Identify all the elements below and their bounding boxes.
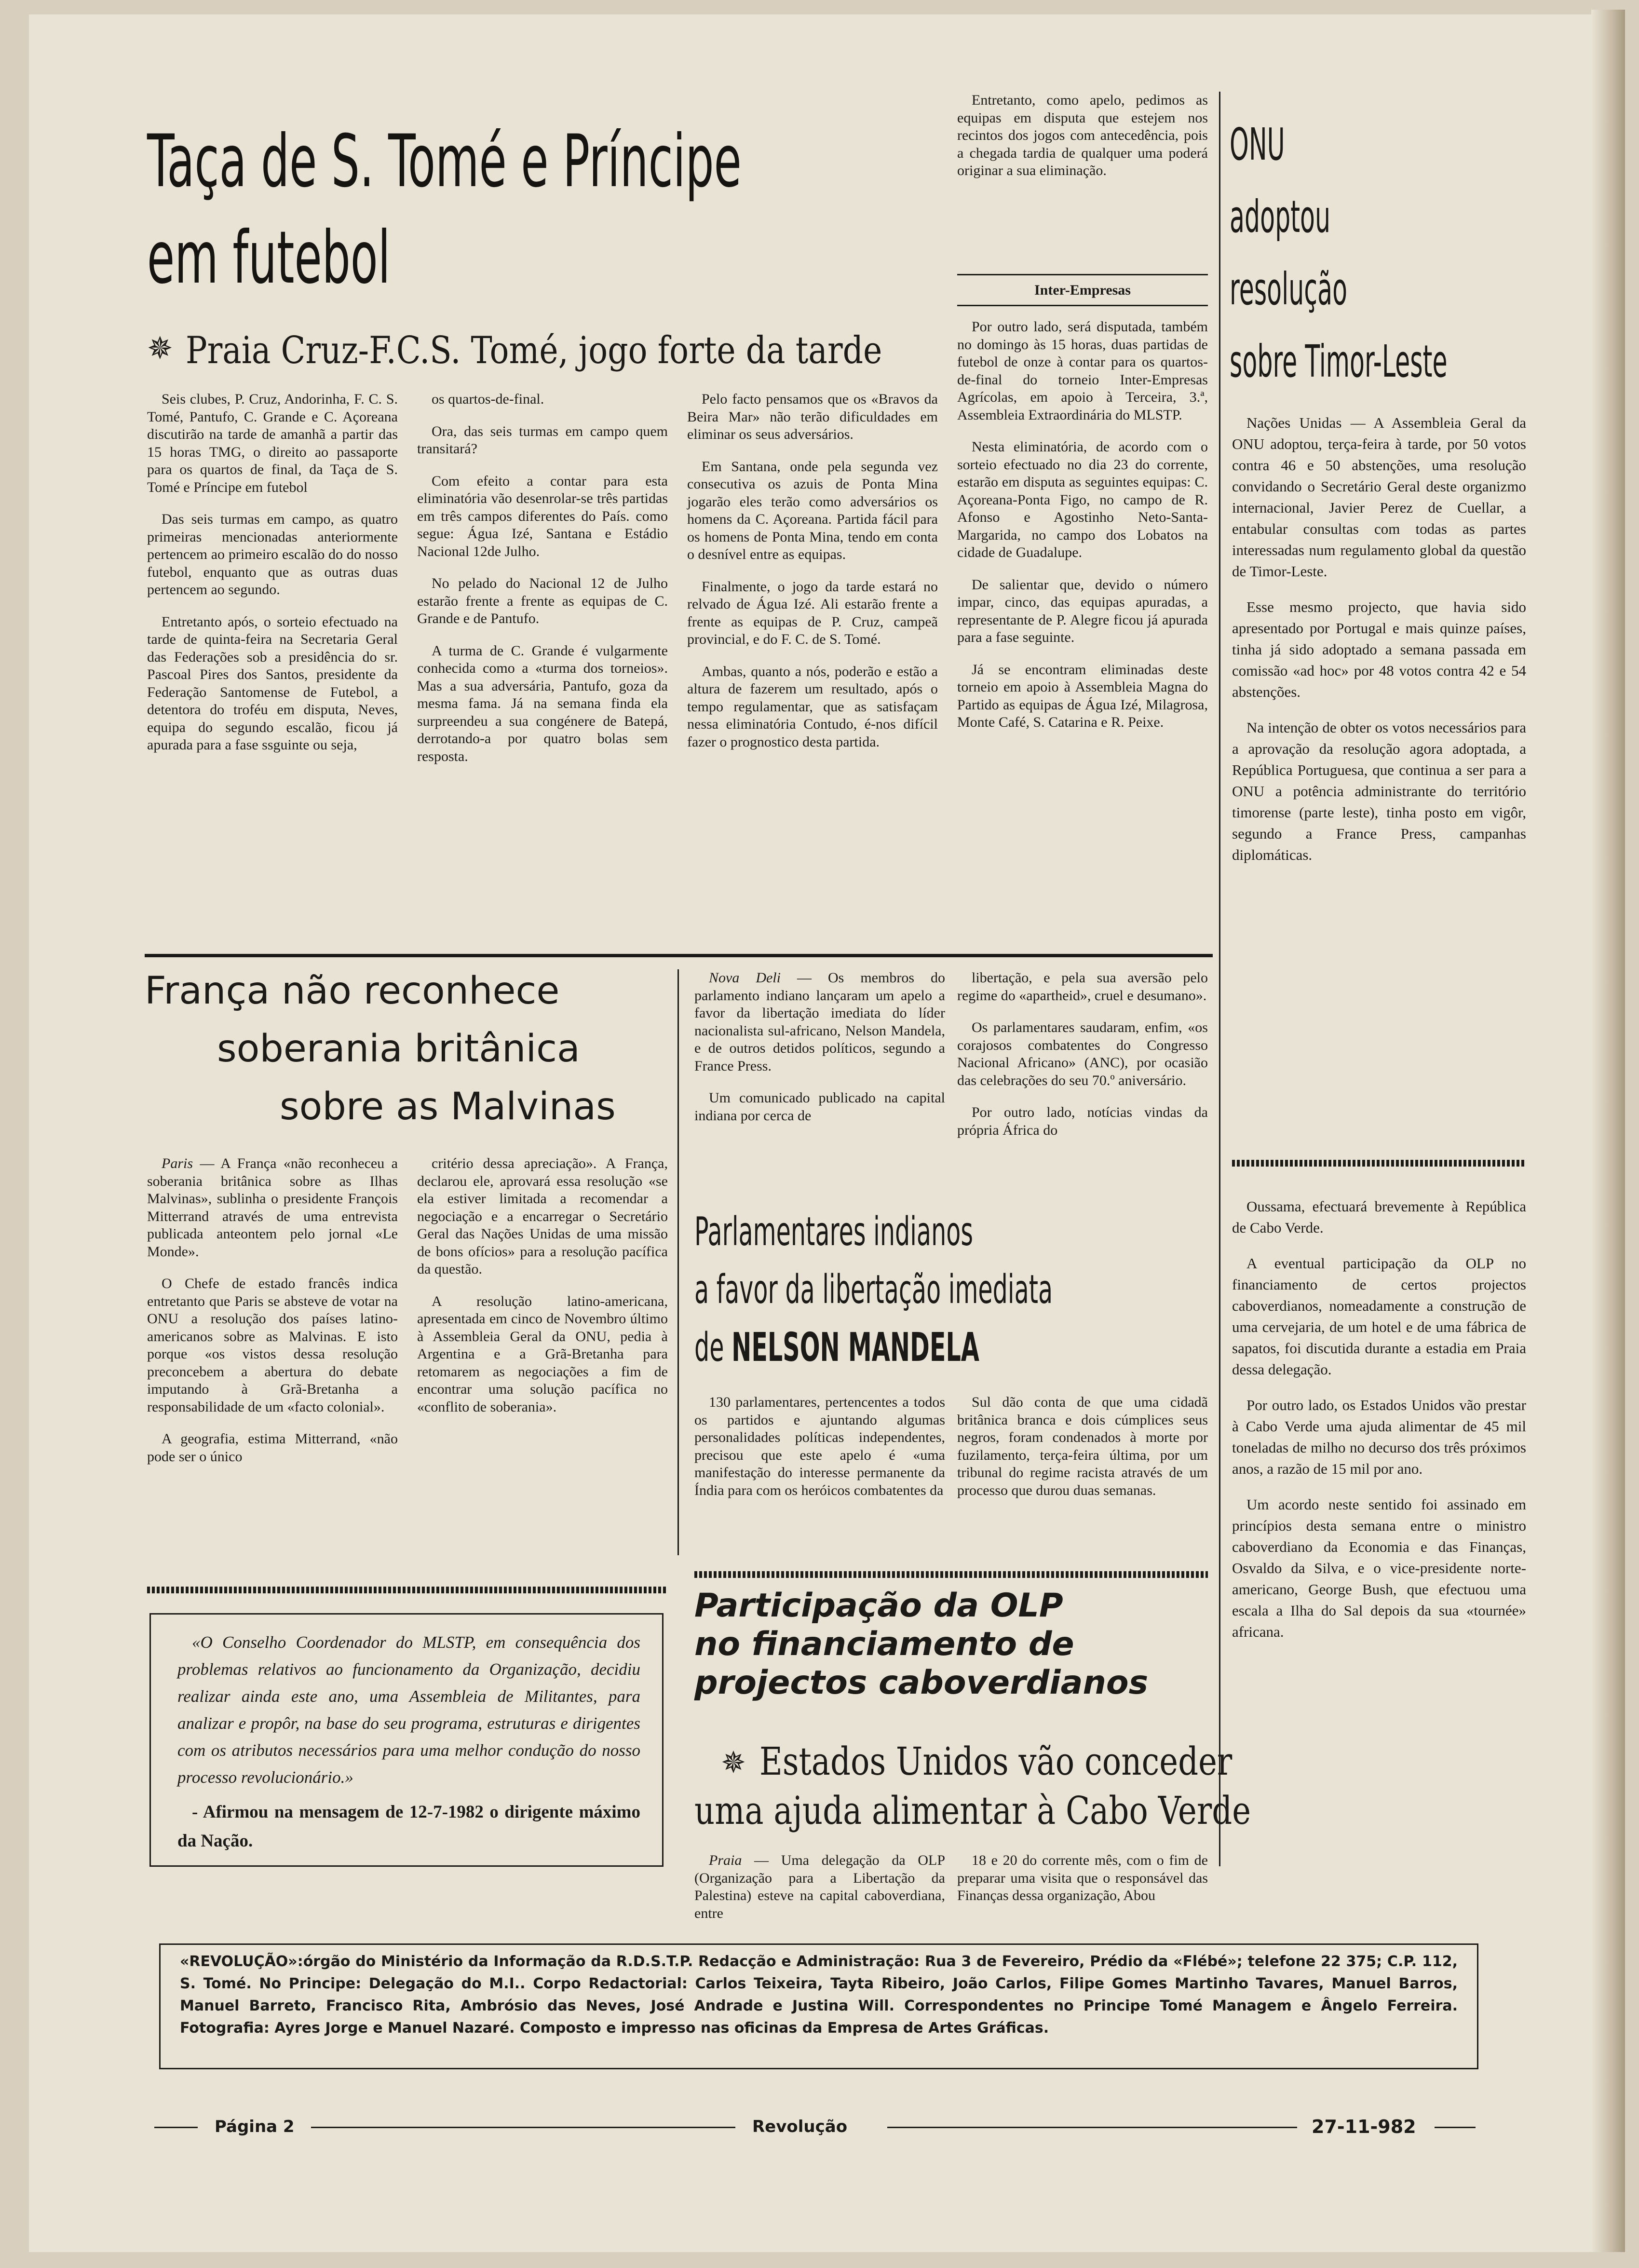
article4-column-1 bbox=[694, 1852, 945, 1937]
masthead-box bbox=[159, 1943, 1478, 2069]
paragraph: Pelo facto pensamos que os «Bravos da Beira Mar» não terão dificuldades em eliminar os seus adversários. bbox=[687, 391, 938, 442]
paragraph: Por outro lado, será disputada, também no domingo às 15 horas, duas partidas de futebol de onze à contar para os quartos-de-final do torneio Inter-Empresas Agrícolas, em apoio à Terceira, 3.ª, Assembleia Extraordinária do MLSTP. bbox=[957, 319, 1208, 423]
article6-column bbox=[1232, 1196, 1526, 1657]
section-label-inter-empresas: Inter-Empresas bbox=[1034, 282, 1131, 298]
article4-subtitle-star-icon: ✵ bbox=[721, 1745, 746, 1780]
article1-column-2 bbox=[417, 391, 668, 780]
column-divider bbox=[1219, 92, 1220, 1866]
article3-column-1-top bbox=[694, 969, 945, 1139]
article5-title-line4: sobre Timor-Leste bbox=[1230, 336, 1448, 387]
paragraph: Com efeito a contar para esta eliminatória vão desenrolar-se três partidas em três campos diferentes do País. como segue: Água Izé, Santana e Estádio Nacional 12de Julho. bbox=[417, 473, 668, 559]
nelson-mandela-name: NELSON MANDELA bbox=[731, 1325, 979, 1371]
paragraph: Em Santana, onde pela segunda vez consecutiva os azuis de Ponta Mina jogarão eles terão como adversários os homens da C. Açoreana. Partida fácil para os homens de Ponta Mina, tendo em conta o desnível entre as equipas. bbox=[687, 458, 938, 562]
article1-column-1 bbox=[147, 391, 398, 769]
article2-title-line3: sobre as Malvinas bbox=[280, 1085, 616, 1128]
article2-column-2 bbox=[417, 1155, 668, 1430]
article5-title-line3: resolução bbox=[1230, 263, 1348, 315]
wavy-divider bbox=[694, 1571, 1208, 1578]
article3-title-line2: a favor da libertação imediata bbox=[694, 1267, 1053, 1313]
paragraph: A turma de C. Grande é vulgarmente conhecida como a «turma dos torneios». Mas a sua adversária, Pantufo, goza da mesma fama. Já na semana finda ela surpreendeu a sua congénere de Batepá, derrotando-a por quatro bolas sem resposta. bbox=[417, 642, 668, 764]
paragraph: Oussama, efectuará brevemente à República de Cabo Verde. bbox=[1232, 1198, 1526, 1236]
paragraph: 130 parlamentares, pertencentes a todos os partidos e ajuntando algumas personalidades políticas independentes, precisou que este apelo é «uma manifestação do interesse permanente da Índia para com os heróicos combatentes da bbox=[694, 1394, 945, 1498]
paragraph: De salientar que, devido o número impar, cinco, das equipas apuradas, a representante de P. Alegre ficou já apurada para a fase seguinte. bbox=[957, 576, 1208, 645]
article1-title-line1: Taça de S. Tomé e Príncipe bbox=[147, 120, 742, 204]
footer-date: 27-11-982 bbox=[1312, 2116, 1416, 2137]
paragraph: A resolução latino-americana, apresentada em cinco de Novembro último à Assembleia Geral da ONU, pedia à Argentina e a Grã-Bretanha para retomarem as negociações a fim de encontrar uma solução pacífica no «conflito de soberania». bbox=[417, 1293, 668, 1415]
article4-title-line2: no financiamento de bbox=[694, 1625, 1074, 1663]
paragraph: 18 e 20 do corrente mês, com o fim de preparar uma visita que o responsável das Finanças dessa organização, Abou bbox=[957, 1852, 1208, 1903]
article5-column bbox=[1232, 412, 1526, 880]
paragraph: Um comunicado publicado na capital indiana por cerca de bbox=[694, 1090, 945, 1124]
article3-title-line1: Parlamentares indianos bbox=[694, 1209, 973, 1255]
paragraph: Finalmente, o jogo da tarde estará no relvado de Água Izé. Ali estarão frente a frente as equipas de P. Cruz, campeã provincial, e do F. C. de S. Tomé. bbox=[687, 578, 938, 647]
wavy-divider bbox=[1232, 1160, 1526, 1167]
paragraph: Entretanto após, o sorteio efectuado na tarde de quinta-feira na Secretaria Geral das Federações sob a presidência do sr. Pascoal Pires dos Santos, presidente da Federação Santomense de Futebol, a detentora do troféu em disputa, Neves, equipa do segundo escalão, ficou já apurada para a fase ssguinte ou seja, bbox=[147, 613, 398, 753]
article1-column-4 bbox=[957, 318, 1208, 746]
article2-title-line2: soberania britânica bbox=[217, 1027, 580, 1071]
article4-title-line1: Participação da OLP bbox=[694, 1587, 1063, 1625]
article1-title-line2: em futebol bbox=[147, 216, 391, 300]
column-divider bbox=[677, 969, 679, 1555]
quote-text: «O Conselho Coordenador do MLSTP, em consequência dos problemas relativos ao funcionamento da Organização, decidiu realizar ainda este ano, uma Assembleia de Militantes, para analizar e propôr, na base do seu programa, estruturas e dirigentes com os atributos necessários para uma melhor condução do nosso processo revolucionário.» bbox=[177, 1633, 640, 1787]
paragraph: Um acordo neste sentido foi assinado em princípios desta semana entre o ministro caboverdiano da Economia e das Finanças, Osvaldo da Silva, e o vice-presidente norte-americano, George Bush, que efectuou uma escala a Ilha do Sal depois da sua «tournée» africana. bbox=[1232, 1496, 1526, 1640]
footer-paper-name: Revolução bbox=[752, 2117, 848, 2136]
article4-subtitle-line1: Estados Unidos vão conceder bbox=[759, 1739, 1233, 1784]
paragraph: Já se encontram eliminadas deste torneio em apoio à Assembleia Magna do Partido as equipas de Água Izé, Milagrosa, Monte Café, S. Catarina e R. Peixe. bbox=[957, 661, 1208, 730]
footer-rule bbox=[1435, 2127, 1476, 2128]
quote-attribution: - Afirmou na mensagem de 12-7-1982 o dirigente máximo da Nação. bbox=[177, 1802, 640, 1851]
masthead-text: «REVOLUÇÃO»:órgão do Ministério da Informação da R.D.S.T.P. Redacção e Administração: Rua 3 de Fevereiro, Prédio da «Flébé»; telefone 22 375; C.P. 112, S. Tomé. No Principe: Delegação do M.I.. Corpo Redactorial: Carlos Teixeira, Tayta Ribeiro, João Carlos, Filipe Gomes Martinho Tavares, Manuel Barros, Manuel Barreto, Francisco Rita, Ambrósio das Neves, José Andrade e Justina Will. Correspondentes no Principe Tomé Managem e Ângelo Ferreira. Fotografia: Ayres Jorge e Manuel Nazaré. Composto e impresso nas oficinas da Empresa de Artes Gráficas. bbox=[180, 1953, 1458, 2037]
paragraph: O Chefe de estado francês indica entretanto que Paris se absteve de votar na ONU a resolução dos países latino-americanos sobre as Malvinas. E isto porque «os vistos dessa resolução preconcebem a abertura do debate imputando à Grã-Bretanha a responsabilidade de um «facto colonial». bbox=[147, 1276, 398, 1415]
paragraph: Nações Unidas — A Assembleia Geral da ONU adoptou, terça-feira à tarde, por 50 votos contra 46 e 50 abstenções, uma resolução convidando o Secretário Geral deste organizmo internacional, Javier Perez de Cuellar, a entabular consultas com todas as partes interessadas num regulamento global da questão de Timor-Leste. bbox=[1232, 414, 1526, 580]
article4-title-line3: projectos caboverdianos bbox=[694, 1664, 1149, 1702]
paragraph: libertação, e pela sua aversão pelo regime do «apartheid», cruel e desumano». bbox=[957, 970, 1208, 1004]
article3-column-2-bottom bbox=[957, 1394, 1208, 1514]
dateline: Nova Deli bbox=[709, 970, 781, 986]
paragraph: Ora, das seis turmas em campo quem transitará? bbox=[417, 423, 668, 457]
dateline: Praia bbox=[709, 1852, 742, 1868]
divider bbox=[957, 274, 1208, 275]
footer-rule bbox=[311, 2127, 735, 2128]
divider bbox=[957, 305, 1208, 306]
page-edge bbox=[1591, 10, 1625, 2252]
paragraph: A geografia, estima Mitterrand, «não pode ser o único bbox=[147, 1431, 398, 1465]
paragraph: A eventual participação da OLP no financiamento de certos projectos caboverdianos, nomeadamente a construção de uma cervejaria, de um hotel e de uma fábrica de sapatos, foi discutida durante a estadia em Praia dessa delegação. bbox=[1232, 1255, 1526, 1378]
paragraph: Nesta eliminatória, de acordo com o sorteio efectuado no dia 23 do corrente, estarão em disputa as seguintes equipas: C. Açoreana-Ponta Figo, no campo de R. Afonso e Agostinho Neto-Santa-Margarida, no campo dos Lobatos na cidade de Guadalupe. bbox=[957, 439, 1208, 560]
article3-title-line3: de NELSON MANDELA bbox=[694, 1325, 979, 1371]
article4-subtitle-line2: uma ajuda alimentar à Cabo Verde bbox=[694, 1788, 1251, 1833]
article2-title-line1: França não reconhece bbox=[145, 969, 560, 1013]
article2-column-1 bbox=[147, 1155, 398, 1480]
section-divider bbox=[145, 954, 1213, 957]
paragraph: Praia — Uma delegação da OLP (Organização para a Libertação da Palestina) esteve na capital caboverdiana, entre bbox=[694, 1852, 945, 1921]
footer-rule bbox=[154, 2127, 198, 2128]
article5-title-line2: adoptou bbox=[1230, 191, 1331, 243]
paragraph: Paris — A França «não reconheceu a soberania britânica sobre as Ilhas Malvinas», sublinha o presidente François Mitterrand através de uma entrevista publicada anteontem pelo jornal «Le Monde». bbox=[147, 1155, 398, 1260]
paragraph: No pelado do Nacional 12 de Julho estarão frente a frente as equipas de C. Grande e de Pantufo. bbox=[417, 575, 668, 626]
paragraph: os quartos-de-final. bbox=[432, 391, 544, 407]
article3-column-2-top bbox=[957, 969, 1208, 1154]
paragraph: Sul dão conta de que uma cidadã britânica branca e dois cúmplices seus negros, foram condenados à morte por fuzilamento, terça-feira última, por um tribunal do regime racista através de um processo que durou duas semanas. bbox=[957, 1394, 1208, 1498]
paragraph: Ambas, quanto a nós, poderão e estão a altura de fazerem um resultado, após o tempo regulamentar, que as satisfaçam nessa eliminatória Contudo, é-nos difícil fazer o prognostico desta partida. bbox=[687, 663, 938, 750]
article3-column-1-bottom bbox=[694, 1394, 945, 1514]
footer-page-number: Página 2 bbox=[215, 2117, 295, 2136]
article1-subtitle: Praia Cruz-F.C.S. Tomé, jogo forte da tarde bbox=[186, 329, 882, 372]
paragraph: Nova Deli — Os membros do parlamento indiano lançaram um apelo a favor da libertação imediata do líder nacionalista sul-africano, Nelson Mandela, e de outros detidos políticos, segundo a France Press. bbox=[694, 970, 945, 1074]
article1-column-4-top bbox=[957, 92, 1208, 194]
paragraph: Na intenção de obter os votos necessários para a aprovação da resolução agora adoptada, a República Portuguesa, que continua a ser para a ONU a potência administrante do território timorense (parte leste), tinha posto em vigôr, segundo a France Press, campanhas diplomáticas. bbox=[1232, 719, 1526, 863]
paragraph: Entretanto, como apelo, pedimos as equipas em disputa que estejem nos recintos dos jogos com antecedência, pois a chegada tardia de qualquer uma poderá originar a sua eliminação. bbox=[957, 92, 1208, 178]
footer-rule bbox=[887, 2127, 1297, 2128]
article4-column-2 bbox=[957, 1852, 1208, 1919]
paragraph: Das seis turmas em campo, as quatro primeiras mencionadas anteriormente pertencem ao primeiro escalão do do nosso futebol, enquanto que as outras duas pertencem ao segundo. bbox=[147, 511, 398, 598]
paragraph: Esse mesmo projecto, que havia sido apresentado por Portugal e mais quinze países, tinha já sido adoptado a semana passada em comissão «ad hoc» por 48 votos contra 42 e 54 abstenções. bbox=[1232, 598, 1526, 700]
dateline: Paris bbox=[162, 1155, 193, 1171]
article1-subtitle-star-icon: ✵ bbox=[147, 331, 173, 367]
wavy-divider bbox=[147, 1587, 668, 1593]
article5-title-line1: ONU bbox=[1230, 119, 1285, 170]
paragraph: Por outro lado, notícias vindas da própria África do bbox=[957, 1104, 1208, 1138]
paragraph: Por outro lado, os Estados Unidos vão prestar à Cabo Verde uma ajuda alimentar de 45 mil toneladas de milho no decurso dos três próximos anos, a razão de 15 mil por ano. bbox=[1232, 1397, 1526, 1477]
paragraph: Os parlamentares saudaram, enfim, «os corajosos combatentes do Congresso Nacional Africano» (ANC), por ocasião das celebrações do seu 70.º aniversário. bbox=[957, 1019, 1208, 1088]
paragraph: critério dessa apreciação». A França, declarou ele, aprovará essa resolução «se ela estiver limitada a recomendar a negociação e a encarregar o Secretário Geral das Nações Unidas de uma missão de bons ofícios» para a resolução pacífica da questão. bbox=[417, 1155, 668, 1277]
paragraph: Seis clubes, P. Cruz, Andorinha, F. C. S. Tomé, Pantufo, C. Grande e C. Açoreana discutirão na tarde de amanhã a partir das 15 horas TMG, o direito ao passaporte para os quartos de final, da Taça de S. Tomé e Príncipe em futebol bbox=[147, 391, 398, 495]
article1-column-3 bbox=[687, 391, 938, 765]
quote-box bbox=[149, 1613, 664, 1867]
